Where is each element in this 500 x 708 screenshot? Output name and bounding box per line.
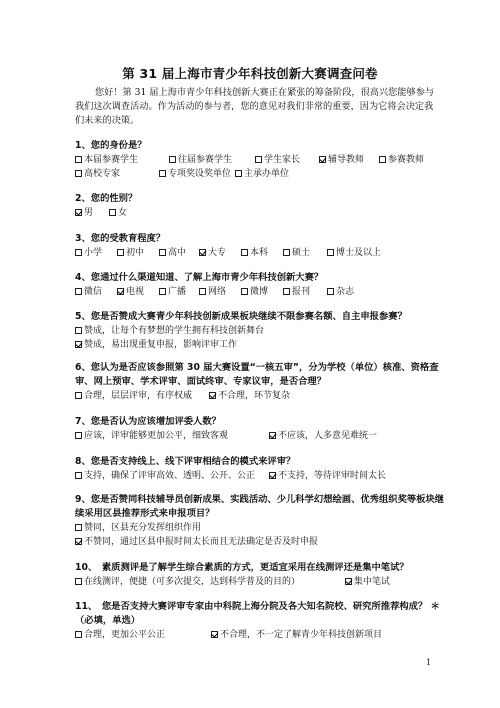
option-label: 合理，更加公平公正: [84, 630, 166, 640]
empty-box-icon[interactable]: [159, 249, 166, 256]
checkbox-option[interactable]: [75, 153, 138, 167]
question-3: 3、您的受教育程度？: [75, 233, 166, 244]
option-label: 电视: [126, 287, 145, 297]
option-label: 本科: [250, 248, 269, 258]
question-8: 8、您是否支持线上、线下评审相结合的模式来评审？: [75, 456, 296, 467]
option-label: 初中: [126, 248, 145, 258]
checkbox-option[interactable]: [345, 575, 390, 589]
option-label: 博士及以上: [336, 248, 382, 258]
checkbox-option[interactable]: [211, 628, 382, 642]
option-label: 支持，确保了评审高效、透明、公开、公正: [84, 471, 256, 481]
checkbox-option[interactable]: [75, 575, 300, 589]
option-label: 应该，评审能够更加公平，细致客观: [84, 431, 229, 441]
checkbox-option[interactable]: [327, 246, 381, 260]
question-10: 10、 素质测评是了解学生综合素质的方式，更适宜采用在线测评还是集中笔试？: [75, 562, 409, 573]
option-label: 不支持，等待评审时间太长: [278, 471, 387, 481]
checkbox-option[interactable]: [117, 246, 144, 260]
checkbox-option[interactable]: [283, 246, 310, 260]
page-number: 1: [426, 658, 432, 667]
empty-box-icon[interactable]: [75, 288, 82, 295]
checkbox-option[interactable]: [327, 285, 354, 299]
checkbox-option[interactable]: [109, 206, 127, 220]
question-2: 2、您的性别？: [75, 193, 138, 204]
option-label: 赞同，区县充分发挥组织作用: [84, 523, 202, 533]
empty-box-icon[interactable]: [379, 156, 386, 163]
checkbox-option[interactable]: [159, 246, 186, 260]
checked-box-icon[interactable]: [211, 631, 218, 638]
option-label: 硕士: [292, 248, 311, 258]
option-label: 小学: [84, 248, 103, 258]
question-6: 6、您认为是否应该参照第 30 届大赛设置“一核五审”，分为学校（单位）核准、资格查审、网上预审、学术评审、面试终审、专家议审，是否合理？: [75, 362, 439, 387]
question-9: 9、您是否赞同科技辅导员创新成果、实践活动、少儿科学幻想绘画、优秀组织奖等板块继续采用区县推荐形式来申报项目？: [75, 494, 445, 519]
checkbox-option[interactable]: [241, 285, 268, 299]
option-label: 本届参赛学生: [84, 155, 139, 165]
empty-box-icon[interactable]: [235, 170, 242, 177]
checked-box-icon[interactable]: [209, 392, 216, 399]
checkbox-option[interactable]: [241, 246, 268, 260]
question-4: 4、您通过什么渠道知道、了解上海市青少年科技创新大赛？: [75, 272, 324, 283]
option-label: 报刊: [292, 287, 311, 297]
empty-box-icon[interactable]: [159, 288, 166, 295]
survey-title: 第 31 届上海市青少年科技创新大赛调查问卷: [122, 66, 378, 81]
question-5: 5、您是否赞成大赛青少年科技创新成果板块继续不限参赛名额、自主申报参赛？: [75, 311, 407, 322]
empty-box-icon[interactable]: [327, 288, 334, 295]
checkbox-option[interactable]: [75, 246, 102, 260]
question-11: 11、 您是否支持大赛评审专家由中科院上海分院及各大知名院校、研究所推荐构成？ ＊（必填，单选）: [75, 601, 440, 626]
intro-paragraph: 您好！第 31 届上海市青少年科技创新大赛正在紧张的筹备阶段，很高兴您能够参与我们这次调查活动。作为活动的参与者，您的意见对我们非常的重要，因为它将会决定我们未来的决策。: [75, 87, 435, 127]
option-label: 学生家长: [264, 155, 301, 165]
option-label: 专项奖设奖单位: [168, 169, 232, 179]
option-label: 辅导教师: [328, 155, 365, 165]
question-1: 1、您的身份是？: [75, 140, 147, 151]
checkbox-option[interactable]: [379, 153, 424, 167]
checkbox-option[interactable]: [159, 167, 231, 181]
option-label: 广播: [168, 287, 187, 297]
empty-box-icon[interactable]: [283, 288, 290, 295]
checked-box-icon[interactable]: [319, 156, 326, 163]
checkbox-option[interactable]: [169, 153, 232, 167]
checked-box-icon[interactable]: [199, 249, 206, 256]
checked-box-icon[interactable]: [117, 288, 124, 295]
option-label: 在线测评，便捷（可多次提交，达到科学普及的目的）: [84, 577, 301, 587]
checkbox-option[interactable]: [159, 285, 186, 299]
checkbox-option[interactable]: [269, 469, 386, 483]
checked-box-icon[interactable]: [75, 341, 82, 348]
empty-box-icon[interactable]: [75, 524, 82, 531]
checked-box-icon[interactable]: [75, 538, 82, 545]
checkbox-option[interactable]: [117, 285, 144, 299]
checkbox-option[interactable]: [75, 285, 102, 299]
option-label: 赞成，让每个有梦想的学生拥有科技创新舞台: [84, 326, 265, 336]
checkbox-option[interactable]: [235, 167, 289, 181]
option-label: 参赛教师: [388, 155, 425, 165]
checked-box-icon[interactable]: [75, 209, 82, 216]
option-label: 男: [84, 208, 94, 218]
empty-box-icon[interactable]: [75, 170, 82, 177]
option-label: 杂志: [336, 287, 355, 297]
option-label: 集中笔试: [354, 577, 391, 587]
option-label: 合理，层层评审，有序权威: [84, 391, 193, 401]
checkbox-option[interactable]: [75, 628, 165, 642]
checkbox-option[interactable]: [75, 167, 120, 181]
empty-box-icon[interactable]: [75, 392, 82, 399]
empty-box-icon[interactable]: [75, 631, 82, 638]
empty-box-icon[interactable]: [255, 156, 262, 163]
empty-box-icon[interactable]: [109, 209, 116, 216]
checkbox-option[interactable]: [255, 153, 300, 167]
option-label: 主承办单位: [244, 169, 290, 179]
checkbox-option[interactable]: [269, 429, 377, 443]
checkbox-option[interactable]: [75, 324, 264, 338]
checkbox-option[interactable]: [75, 535, 318, 549]
empty-box-icon[interactable]: [159, 170, 166, 177]
empty-box-icon[interactable]: [75, 578, 82, 585]
checkbox-option[interactable]: [75, 389, 192, 403]
option-label: 不合理，环节复杂: [218, 391, 291, 401]
question-7: 7、您是否认为应该增加评委人数？: [75, 416, 221, 427]
empty-box-icon[interactable]: [75, 249, 82, 256]
checked-box-icon[interactable]: [345, 578, 352, 585]
option-label: 高中: [168, 248, 187, 258]
checkbox-option[interactable]: [75, 429, 228, 443]
checkbox-option[interactable]: [75, 469, 255, 483]
empty-box-icon[interactable]: [169, 156, 176, 163]
checked-box-icon[interactable]: [269, 472, 276, 479]
option-label: 不赞同，通过区县申报时间太长而且无法确定是否及时申报: [84, 537, 319, 547]
empty-box-icon[interactable]: [327, 249, 334, 256]
empty-box-icon[interactable]: [117, 249, 124, 256]
option-label: 微博: [250, 287, 269, 297]
checkbox-option[interactable]: [199, 285, 226, 299]
checkbox-option[interactable]: [75, 206, 93, 220]
option-label: 赞成，易出现重复申报，影响评审工作: [84, 340, 238, 350]
option-label: 微信: [84, 287, 103, 297]
empty-box-icon[interactable]: [199, 288, 206, 295]
option-label: 女: [118, 208, 128, 218]
empty-box-icon[interactable]: [283, 249, 290, 256]
empty-box-icon[interactable]: [241, 288, 248, 295]
empty-box-icon[interactable]: [241, 249, 248, 256]
option-label: 不应该，人多意见难统一: [278, 431, 378, 441]
option-label: 高校专家: [84, 169, 121, 179]
checkbox-option[interactable]: [319, 153, 364, 167]
checkbox-option[interactable]: [75, 521, 201, 535]
checkbox-option[interactable]: [199, 246, 226, 260]
checked-box-icon[interactable]: [269, 432, 276, 439]
empty-box-icon[interactable]: [75, 432, 82, 439]
checkbox-option[interactable]: [75, 338, 237, 352]
option-label: 不合理，不一定了解青少年科技创新项目: [220, 630, 383, 640]
empty-box-icon[interactable]: [75, 156, 82, 163]
option-label: 网络: [208, 287, 227, 297]
option-label: 大专: [208, 248, 227, 258]
checkbox-option[interactable]: [283, 285, 310, 299]
option-label: 往届参赛学生: [178, 155, 233, 165]
checkbox-option[interactable]: [209, 389, 290, 403]
empty-box-icon[interactable]: [75, 472, 82, 479]
empty-box-icon[interactable]: [75, 327, 82, 334]
